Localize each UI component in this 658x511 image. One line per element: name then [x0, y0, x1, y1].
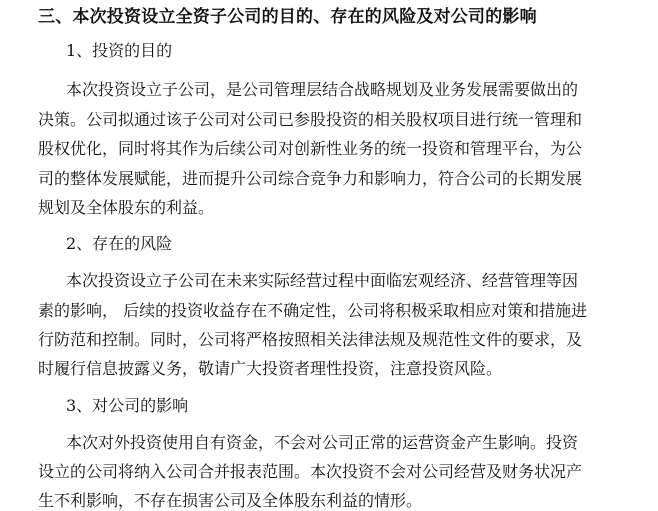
subheading-risks: 2、存在的风险: [66, 234, 173, 253]
section-title: 三、本次投资设立全资子公司的目的、存在的风险及对公司的影响: [38, 7, 537, 27]
paragraph-line: 素的影响， 后续的投资收益存在不确定性，公司将积极采取相应对策和措施进: [38, 301, 588, 320]
paragraph-line: 时履行信息披露义务，敬请广大投资者理性投资，注意投资风险。: [38, 359, 503, 378]
paragraph-line: 司的整体发展赋能，进而提升公司综合竞争力和影响力，符合公司的长期发展: [38, 169, 583, 188]
paragraph-line: 股权优化，同时将其作为后续公司对创新性业务的统一投资和管理平台，为公: [38, 139, 583, 158]
paragraph-line: 本次投资设立子公司，是公司管理层结合战略规划及业务发展需要做出的: [66, 80, 579, 99]
paragraph-line: 规划及全体股东的利益。: [38, 198, 215, 217]
paragraph-line: 设立的公司将纳入公司合并报表范围。本次投资不会对公司经营及财务状况产: [38, 462, 583, 481]
paragraph-line: 本次投资设立子公司在未来实际经营过程中面临宏观经济、经营管理等因: [66, 271, 579, 290]
paragraph-line: 决策。公司拟通过该子公司对公司已参股投资的相关股权项目进行统一管理和: [38, 110, 583, 129]
paragraph-line: 本次对外投资使用自有资金，不会对公司正常的运营资金产生影响。投资: [66, 433, 579, 452]
paragraph-line: 生不利影响，不存在损害公司及全体股东利益的情形。: [38, 491, 423, 510]
subheading-impact: 3、对公司的影响: [66, 396, 189, 415]
subheading-purpose: 1、投资的目的: [66, 41, 173, 60]
paragraph-line: 行防范和控制。同时，公司将严格按照相关法律法规及规范性文件的要求，及: [38, 330, 583, 349]
